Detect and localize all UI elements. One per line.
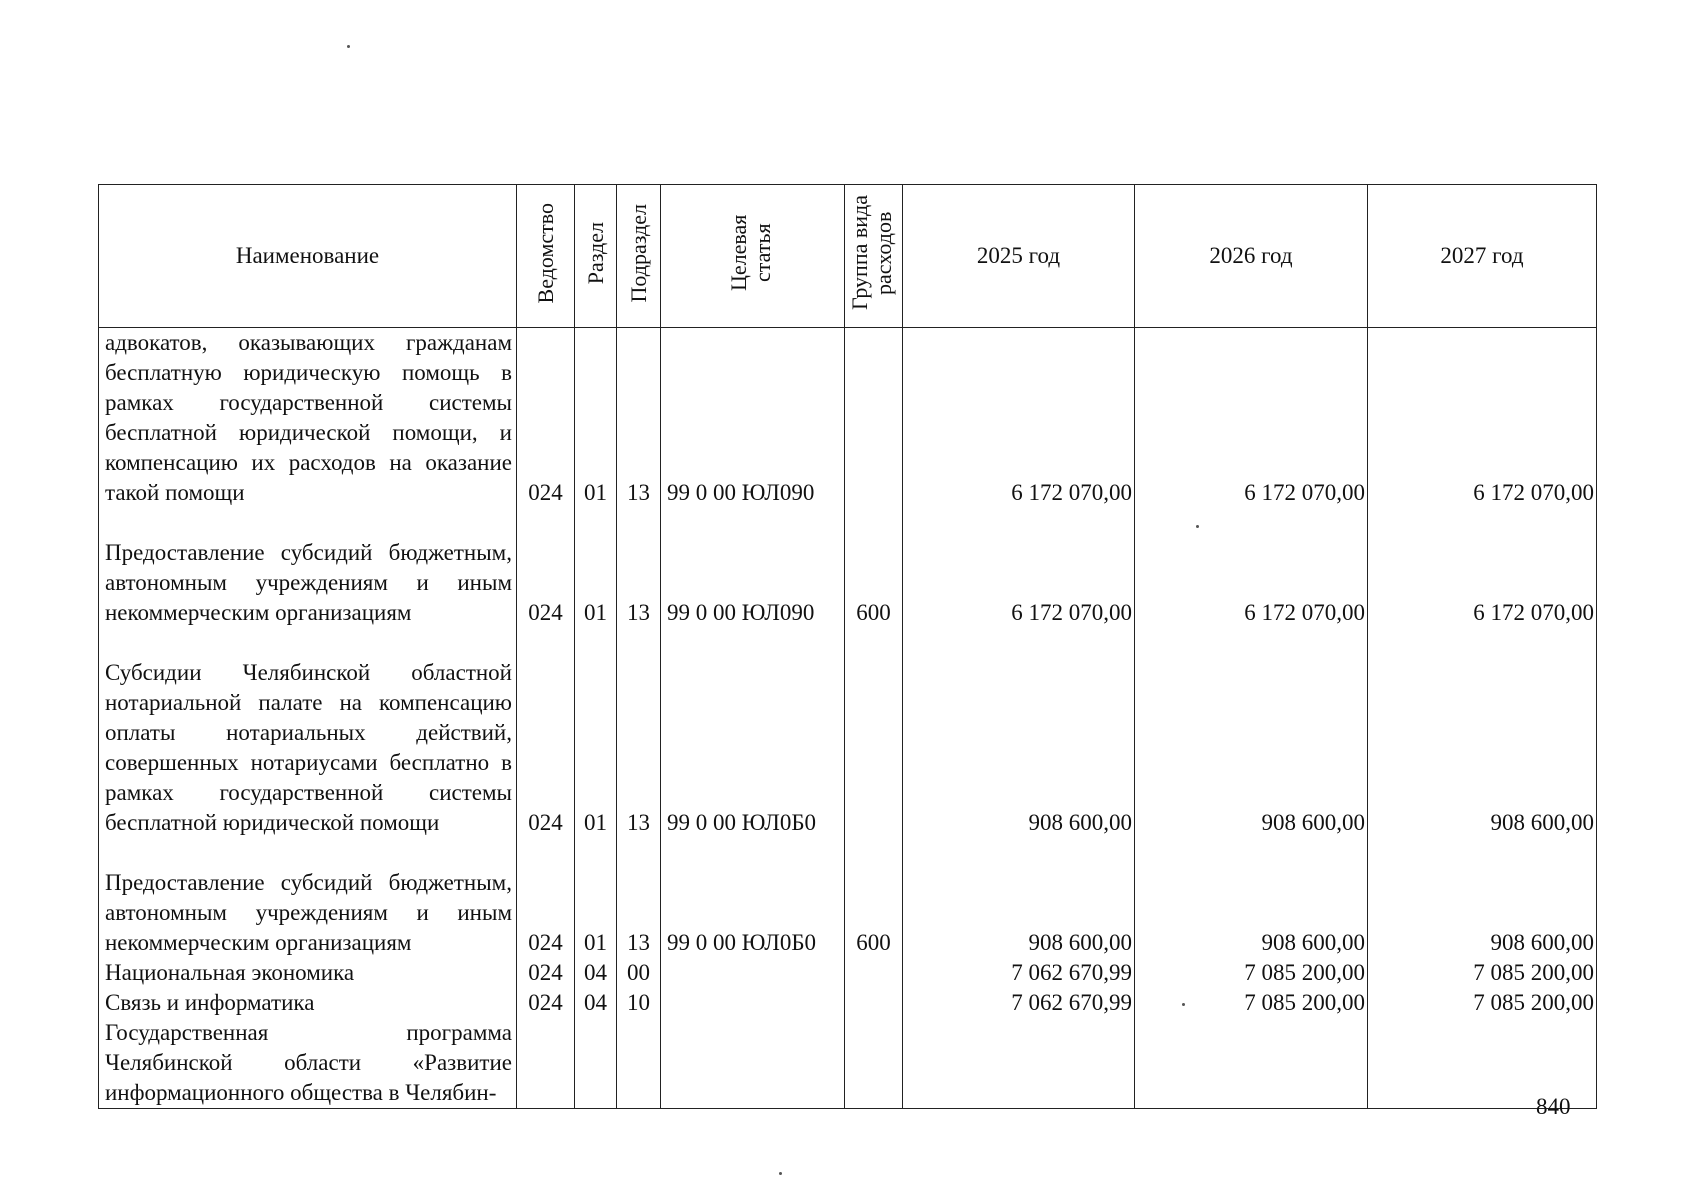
row-vedomstvo: 024 <box>517 838 575 958</box>
row-razdel: 01 <box>575 508 617 628</box>
row-gruppa <box>845 988 903 1018</box>
row-name <box>99 628 517 838</box>
row-name <box>99 958 517 988</box>
row-razdel: 04 <box>575 988 617 1018</box>
row-razdel: 01 <box>575 628 617 838</box>
row-gruppa: 600 <box>845 508 903 628</box>
row-value-2026 <box>1135 1018 1368 1109</box>
row-gruppa <box>845 1018 903 1109</box>
row-name-text: Субсидии Челябинской областной нотариальной палате на компенсацию оплаты нотариальных действий, совершенных нотариусами бесплатно в рамках государственной системы бесплатной юридической помощи <box>105 660 512 835</box>
row-value-2025: 7 062 670,99 <box>903 988 1135 1018</box>
row-celevaya <box>661 988 845 1018</box>
page-number: 840 <box>1536 1094 1571 1119</box>
table-row <box>99 328 1597 509</box>
row-celevaya <box>661 1018 845 1109</box>
col-header-name <box>99 185 517 328</box>
row-gruppa <box>845 628 903 838</box>
row-name-text: Связь и информатика <box>105 990 315 1015</box>
row-podrazdel: 13 <box>617 838 661 958</box>
row-gruppa <box>845 958 903 988</box>
row-name <box>99 988 517 1018</box>
table-row <box>99 1018 1597 1109</box>
row-value-2026: 908 600,00 <box>1135 838 1368 958</box>
row-razdel: 01 <box>575 838 617 958</box>
row-name-text: Государственная программа Челябинской области «Развитие информационного общества в Челябин- <box>105 1020 512 1105</box>
col-header-razdel-label: Раздел <box>582 221 608 285</box>
row-gruppa <box>845 328 903 509</box>
row-value-2027: 908 600,00 <box>1368 628 1597 838</box>
row-value-2026: 6 172 070,00 <box>1135 508 1368 628</box>
col-header-2025-label: 2025 год <box>976 243 1061 268</box>
row-celevaya <box>661 958 845 988</box>
scan-speck <box>1196 525 1199 528</box>
row-name <box>99 838 517 958</box>
row-vedomstvo: 024 <box>517 988 575 1018</box>
row-name <box>99 1018 517 1109</box>
row-name-text: Предоставление субсидий бюджетным, автономным учреждениям и иным некоммерческим организациям <box>105 540 512 625</box>
row-value-2025: 7 062 670,99 <box>903 958 1135 988</box>
col-header-gruppa-label: Группа вида расходов <box>846 195 896 311</box>
table-row <box>99 958 1597 988</box>
row-podrazdel: 13 <box>617 508 661 628</box>
col-header-gruppa <box>845 185 903 328</box>
row-razdel: 01 <box>575 328 617 509</box>
row-vedomstvo <box>517 1018 575 1109</box>
row-value-2026: 7 085 200,00 <box>1135 958 1368 988</box>
table-row <box>99 838 1597 958</box>
row-vedomstvo: 024 <box>517 328 575 509</box>
row-gruppa: 600 <box>845 838 903 958</box>
col-header-vedomstvo-label: Ведомство <box>532 202 558 304</box>
row-vedomstvo: 024 <box>517 958 575 988</box>
row-podrazdel: 13 <box>617 328 661 509</box>
row-value-2027: 7 085 200,00 <box>1368 988 1597 1018</box>
row-value-2026: 7 085 200,00 <box>1135 988 1368 1018</box>
scan-speck <box>1182 1003 1185 1006</box>
table-header-row <box>99 185 1597 328</box>
col-header-celevaya-label: Целевая статья <box>725 214 775 292</box>
row-podrazdel: 00 <box>617 958 661 988</box>
scan-speck <box>779 1172 782 1175</box>
row-celevaya: 99 0 00 ЮЛ090 <box>661 328 845 509</box>
row-name-text: адвокатов, оказывающих гражданам бесплатную юридическую помощь в рамках государственной системы бесплатной юридической помощи, и компенсацию их расходов на оказание такой помощи <box>105 330 512 505</box>
row-celevaya: 99 0 00 ЮЛ090 <box>661 508 845 628</box>
col-header-celevaya <box>661 185 845 328</box>
row-name <box>99 508 517 628</box>
table-row <box>99 508 1597 628</box>
row-value-2027: 6 172 070,00 <box>1368 328 1597 509</box>
table-row <box>99 628 1597 838</box>
col-header-name-label: Наименование <box>235 243 380 268</box>
col-header-2027 <box>1368 185 1597 328</box>
row-value-2025: 908 600,00 <box>903 838 1135 958</box>
row-value-2027: 908 600,00 <box>1368 838 1597 958</box>
row-value-2025: 908 600,00 <box>903 628 1135 838</box>
col-header-vedomstvo <box>517 185 575 328</box>
row-celevaya: 99 0 00 ЮЛ0Б0 <box>661 838 845 958</box>
row-value-2026: 908 600,00 <box>1135 628 1368 838</box>
col-header-2026 <box>1135 185 1368 328</box>
row-value-2027: 7 085 200,00 <box>1368 958 1597 988</box>
row-name-text: Национальная экономика <box>105 960 355 985</box>
row-podrazdel: 13 <box>617 628 661 838</box>
row-value-2027: 6 172 070,00 <box>1368 508 1597 628</box>
table-row <box>99 988 1597 1018</box>
scan-speck <box>347 45 350 48</box>
row-name <box>99 328 517 509</box>
row-value-2025 <box>903 1018 1135 1109</box>
col-header-podrazdel <box>617 185 661 328</box>
col-header-2025 <box>903 185 1135 328</box>
row-value-2025: 6 172 070,00 <box>903 328 1135 509</box>
row-name-text: Предоставление субсидий бюджетным, автономным учреждениям и иным некоммерческим организациям <box>105 870 512 955</box>
row-vedomstvo: 024 <box>517 508 575 628</box>
row-podrazdel <box>617 1018 661 1109</box>
row-vedomstvo: 024 <box>517 628 575 838</box>
row-razdel <box>575 1018 617 1109</box>
row-razdel: 04 <box>575 958 617 988</box>
col-header-2027-label: 2027 год <box>1440 243 1524 268</box>
row-value-2026: 6 172 070,00 <box>1135 328 1368 509</box>
row-value-2025: 6 172 070,00 <box>903 508 1135 628</box>
row-podrazdel: 10 <box>617 988 661 1018</box>
budget-table <box>98 184 1597 1109</box>
col-header-podrazdel-label: Подраздел <box>625 203 651 303</box>
row-celevaya: 99 0 00 ЮЛ0Б0 <box>661 628 845 838</box>
col-header-razdel <box>575 185 617 328</box>
col-header-2026-label: 2026 год <box>1209 243 1293 268</box>
